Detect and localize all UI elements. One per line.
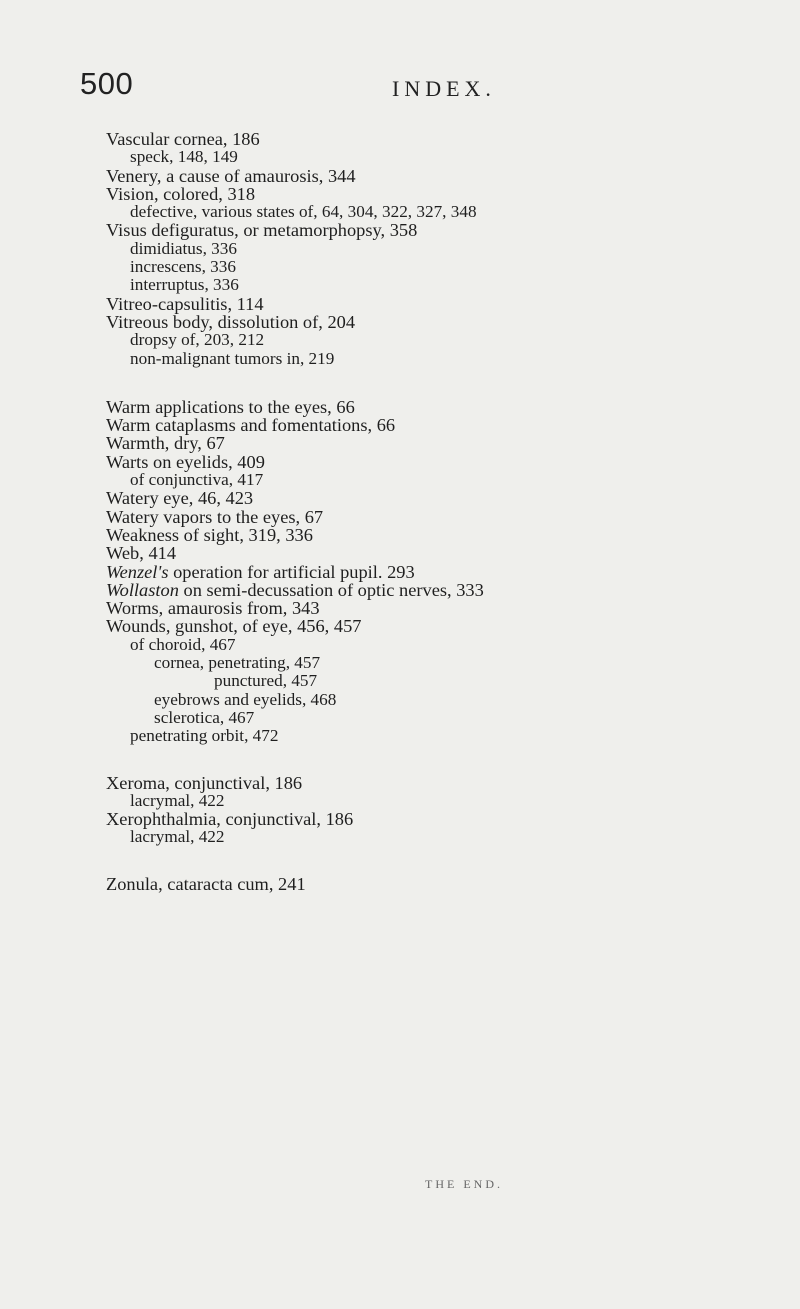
index-subentry: defective, various states of, 64, 304, 322, 327, 348 [130, 202, 477, 222]
entry-text: on semi-decussation of optic nerves, 333 [178, 579, 484, 600]
index-entry: Vitreo-capsulitis, 114 [106, 293, 264, 314]
index-entry: Watery vapors to the eyes, 67 [106, 506, 324, 527]
author-name: Wenzel's [106, 561, 169, 582]
index-subentry: dropsy of, 203, 212 [130, 330, 265, 350]
index-subentry: lacrymal, 422 [130, 827, 225, 847]
index-subentry: increscens, 336 [130, 257, 236, 277]
index-entry: Warm applications to the eyes, 66 [106, 396, 355, 417]
index-subentry: punctured, 457 [214, 671, 318, 691]
entry-text: operation for artificial pupil. 293 [168, 561, 415, 582]
section-gap [106, 746, 786, 774]
index-subentry: cornea, penetrating, 457 [154, 653, 321, 673]
index-entry: Warts on eyelids, 409 [106, 451, 265, 472]
index-entries [106, 130, 786, 893]
index-entry: Xerophthalmia, conjunctival, 186 [106, 809, 354, 830]
index-subentry: interruptus, 336 [130, 275, 239, 295]
index-entry: Warmth, dry, 67 [106, 433, 225, 454]
index-subentry: dimidiatus, 336 [130, 238, 237, 258]
index-entry: Zonula, cataracta cum, 241 [106, 873, 306, 894]
index-entry: Weakness of sight, 319, 336 [106, 524, 313, 545]
index-entry [106, 581, 786, 599]
index-entry: Visus defiguratus, or metamorphopsy, 358 [106, 220, 418, 241]
author-name: Wollaston [106, 579, 179, 600]
index-entry: Wounds, gunshot, of eye, 456, 457 [106, 616, 362, 637]
index-subentry: of choroid, 467 [130, 634, 236, 654]
index-entry: Worms, amaurosis from, 343 [106, 598, 320, 619]
index-entry: Web, 414 [106, 543, 177, 564]
section-gap [106, 847, 786, 875]
index-subentry: penetrating orbit, 472 [130, 726, 279, 746]
index-entry: Warm cataplasms and fomentations, 66 [106, 415, 396, 436]
index-subentry: eyebrows and eyelids, 468 [154, 689, 337, 709]
index-entry: Watery eye, 46, 423 [106, 488, 254, 509]
index-subentry: of conjunctiva, 417 [130, 470, 264, 490]
page-number: 500 [80, 66, 134, 101]
index-subentry: speck, 148, 149 [130, 147, 238, 167]
index-entry: Vitreous body, dissolution of, 204 [106, 311, 356, 332]
index-entry [106, 563, 786, 581]
index-subentry: sclerotica, 467 [154, 707, 255, 727]
running-head: INDEX. [392, 76, 496, 101]
index-subentry: non-malignant tumors in, 219 [130, 348, 335, 368]
section-gap [106, 368, 786, 398]
index-entry: Vascular cornea, 186 [106, 129, 260, 149]
index-entry: Xeroma, conjunctival, 186 [106, 772, 303, 793]
index-entry: Vision, colored, 318 [106, 183, 256, 204]
the-end-text: THE END. [425, 1177, 503, 1191]
index-entry: Venery, a cause of amaurosis, 344 [106, 165, 356, 186]
index-subentry: lacrymal, 422 [130, 790, 225, 810]
